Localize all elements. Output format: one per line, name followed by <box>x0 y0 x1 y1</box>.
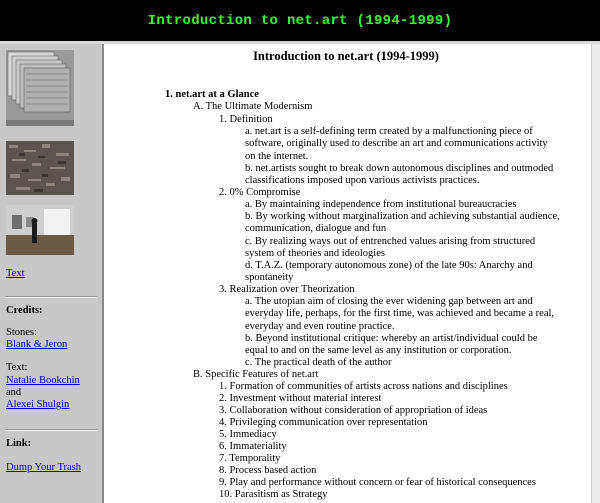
sidebar <box>0 44 104 503</box>
outline-item-a3: 3. Realization over Theorization <box>219 284 355 295</box>
natalie-bookchin-link[interactable]: Natalie Bookchin <box>6 375 80 386</box>
main-content <box>106 44 600 503</box>
sidebar-divider <box>5 296 97 298</box>
sidebar-divider <box>5 429 97 431</box>
credits-heading: Credits: <box>6 305 43 316</box>
banner <box>0 0 600 41</box>
outline-item-b: B. Specific Features of net.art <box>193 369 319 380</box>
text-link[interactable]: Text <box>6 268 25 279</box>
outline-item-a3c: c. The practical death of the author <box>245 357 392 368</box>
page-title: Introduction to net.art (1994-1999) <box>253 49 439 63</box>
outline-item-a2b: b. By working without marginalization and achieving substantial audience, communication, dialogue and fun <box>245 211 560 235</box>
text-credit-label: Text: <box>6 362 28 373</box>
outline-item-b7: 7. Temporality <box>219 453 281 464</box>
outline-item-a2d: d. T.A.Z. (temporary autonomous zone) of the late 90s: Anarchy and spontaneity <box>245 260 533 284</box>
blank-jeron-link[interactable]: Blank & Jeron <box>6 339 68 350</box>
outline-item-b10: 10. Parasitism as Strategy <box>219 489 328 500</box>
texture-thumbnail-image[interactable] <box>6 141 74 195</box>
outline-item-a: A. The Ultimate Modernism <box>193 101 313 112</box>
gallery-thumbnail-image[interactable] <box>6 205 74 255</box>
outline-item-b5: 5. Immediacy <box>219 429 277 440</box>
link-heading: Link: <box>6 438 32 449</box>
outline-item-b6: 6. Immateriality <box>219 441 287 452</box>
outline-item-b9: 9. Play and performance without concern or fear of historical consequences <box>219 477 536 488</box>
outline-item-a1a: a. net.art is a self-defining term created by a malfunctioning piece of software, originally used to describe an art and communications activity on the internet. <box>245 126 548 162</box>
outline-item-a3b: b. Beyond institutional critique: whereby an artist/individual could be equal to and on the same level as any institution or corporation. <box>245 333 538 357</box>
outline-item-a1b: b. net.artists sought to break down autonomous disciplines and outmoded classifications imposed upon various activists practices. <box>245 163 554 187</box>
alexei-shulgin-link[interactable]: Alexei Shulgin <box>6 399 70 410</box>
banner-title: Introduction to net.art (1994-1999) <box>147 12 453 29</box>
stones-label: Stones: <box>6 327 37 338</box>
section-heading: 1. net.art at a Glance <box>165 89 259 100</box>
outline-item-b2: 2. Investment without material interest <box>219 393 382 404</box>
outline-item-a1: 1. Definition <box>219 114 273 125</box>
outline-item-b4: 4. Privileging communication over representation <box>219 417 428 428</box>
and-text: and <box>6 387 22 398</box>
outline-item-b3: 3. Collaboration without consideration of appropriation of ideas <box>219 405 488 416</box>
outline-item-a2: 2. 0% Compromise <box>219 187 301 198</box>
outline-item-a3a: a. The utopian aim of closing the ever widening gap between art and everyday life, perhaps, for the first time, was achieved and became a real, everyday and even routine practice. <box>245 296 555 332</box>
dump-your-trash-link[interactable]: Dump Your Trash <box>6 462 81 473</box>
outline-item-b8: 8. Process based action <box>219 465 317 476</box>
outline-item-a2a: a. By maintaining independence from institutional bureaucracies <box>245 199 517 210</box>
outline-item-b1: 1. Formation of communities of artists across nations and disciplines <box>219 381 508 392</box>
outline-item-a2c: c. By realizing ways out of entrenched values arising from structured system of theories and ideologies <box>245 236 536 260</box>
vertical-scrollbar[interactable] <box>591 44 600 503</box>
stones-thumbnail-image[interactable] <box>6 50 74 126</box>
